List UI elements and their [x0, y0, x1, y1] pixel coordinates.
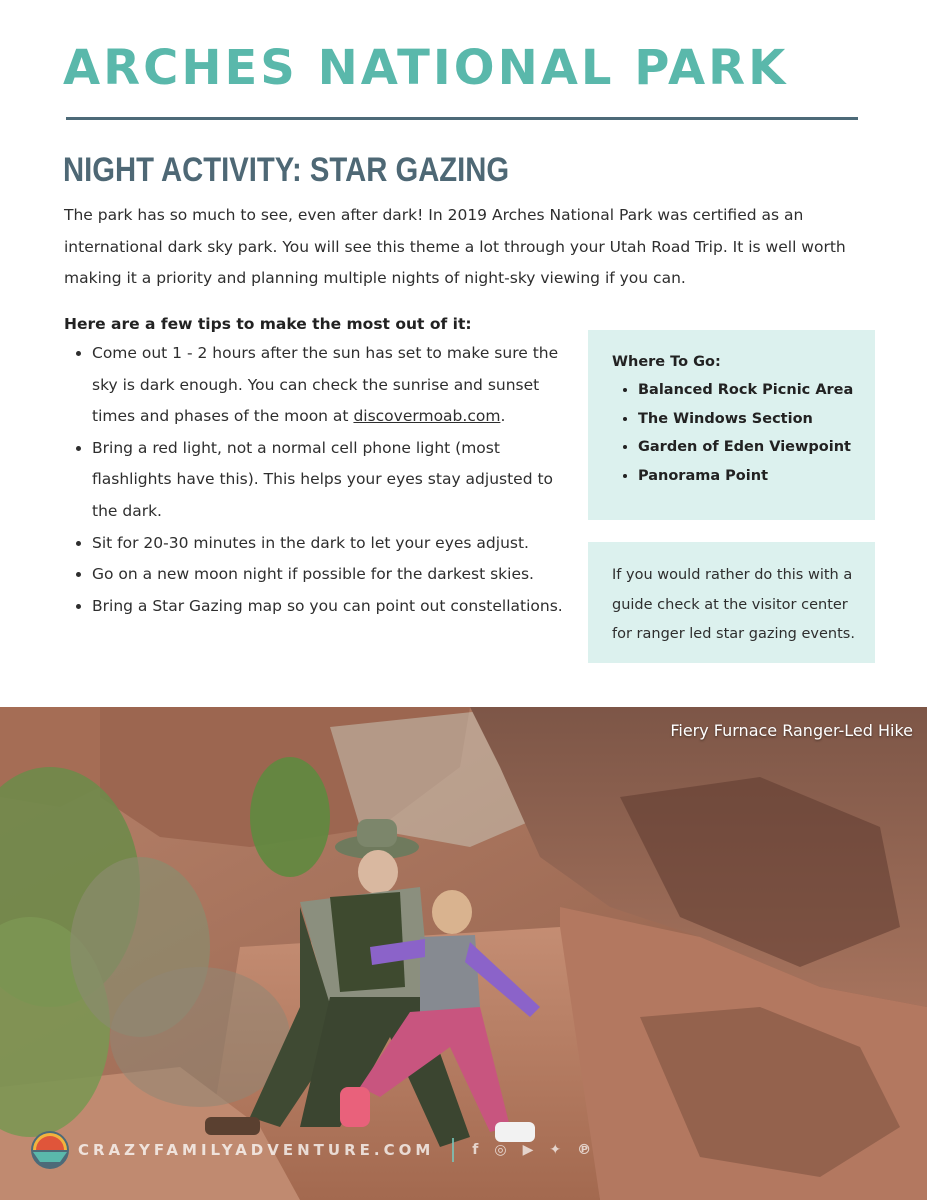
- hike-photo: [0, 707, 927, 1200]
- tips-heading: Here are a few tips to make the most out of it:: [64, 315, 472, 333]
- brand-logo-icon: [30, 1130, 70, 1170]
- social-icons: [472, 1142, 591, 1158]
- footer-brand-bar: [30, 1130, 591, 1170]
- tips-list: [64, 338, 572, 622]
- instagram-icon[interactable]: ◎: [494, 1142, 507, 1158]
- section-title: NIGHT ACTIVITY: STAR GAZING: [63, 151, 510, 189]
- place-item: • Panorama Point: [638, 462, 853, 491]
- tip-item: • Go on a new moon night if possible for the darkest skies.: [92, 559, 572, 591]
- discover-moab-link[interactable]: discovermoab.com: [353, 407, 501, 426]
- place-item: • Garden of Eden Viewpoint: [638, 433, 853, 462]
- pinterest-icon[interactable]: ℗: [577, 1142, 592, 1158]
- tip-item: • Bring a Star Gazing map so you can point out constellations.: [92, 591, 572, 623]
- title-divider: [66, 117, 858, 120]
- place-item: • Balanced Rock Picnic Area: [638, 376, 853, 405]
- place-item: • The Windows Section: [638, 405, 853, 434]
- places-list: [612, 376, 853, 490]
- guide-text: If you would rather do this with a guide check at the visitor center for ranger led star gazing events.: [612, 567, 855, 642]
- twitter-icon[interactable]: ✦: [549, 1142, 562, 1158]
- hike-photo-illustration: [0, 707, 927, 1200]
- photo-caption: Fiery Furnace Ranger-Led Hike: [670, 721, 913, 740]
- where-to-go-title: Where To Go:: [612, 354, 721, 370]
- page-title: ARCHES NATIONAL PARK: [63, 40, 789, 96]
- youtube-icon[interactable]: ▶: [522, 1142, 534, 1158]
- tip-item: • Bring a red light, not a normal cell phone light (most flashlights have this). This helps your eyes stay adjusted to the dark.: [92, 433, 572, 528]
- where-to-go-box: [588, 330, 875, 520]
- intro-paragraph: The park has so much to see, even after dark! In 2019 Arches National Park was certified as an international dark sky park. You will see this theme a lot through your Utah Road Trip. It is well worth making it a priority and planning multiple nights of night-sky viewing if you can.: [64, 206, 846, 287]
- tip-item: • Sit for 20-30 minutes in the dark to let your eyes adjust.: [92, 528, 572, 560]
- tip-item: • Come out 1 - 2 hours after the sun has set to make sure the sky is dark enough. You can check the sunrise and sunset times and phases of the moon at discovermoab.com.: [92, 338, 572, 433]
- brand-url[interactable]: CRAZYFAMILYADVENTURE.COM: [78, 1141, 435, 1159]
- footer-divider: [452, 1138, 454, 1162]
- guide-box: [588, 542, 875, 663]
- facebook-icon[interactable]: f: [472, 1142, 479, 1158]
